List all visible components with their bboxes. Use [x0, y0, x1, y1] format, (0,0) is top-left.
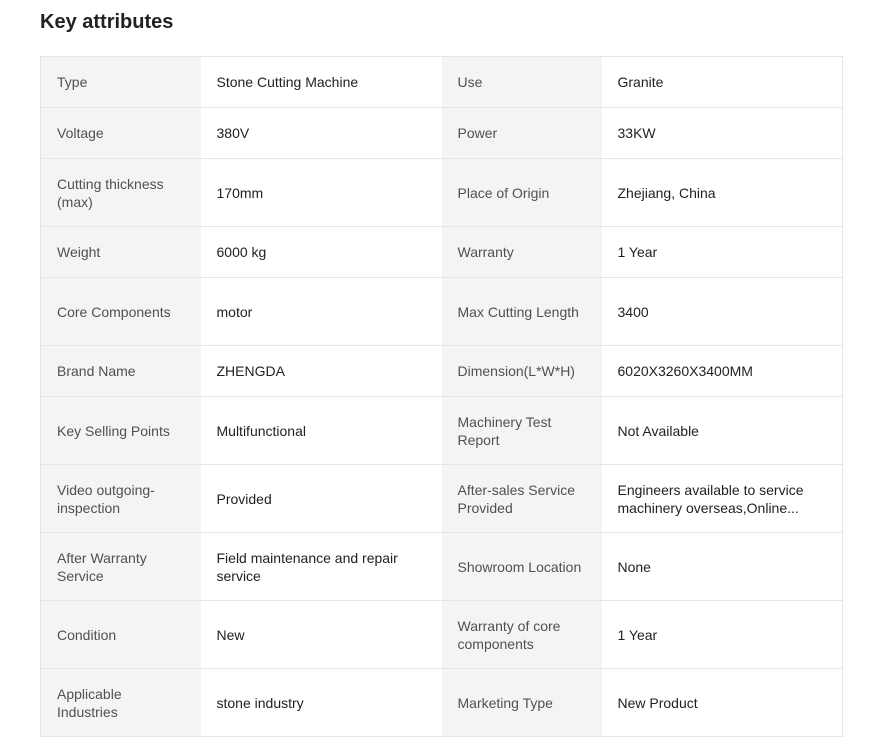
attribute-key: Applicable Industries [41, 669, 201, 737]
attribute-key: Core Components [41, 278, 201, 346]
attribute-value: 3400 [602, 278, 843, 346]
attribute-value: motor [201, 278, 442, 346]
attribute-value: Stone Cutting Machine [201, 57, 442, 108]
attribute-value: stone industry [201, 669, 442, 737]
table-row [41, 227, 843, 278]
attribute-key: Brand Name [41, 346, 201, 397]
attribute-value: None [602, 533, 843, 601]
attribute-value: 1 Year [602, 227, 843, 278]
table-row [41, 346, 843, 397]
attribute-value: 1 Year [602, 601, 843, 669]
attribute-key: Machinery Test Report [442, 397, 602, 465]
attribute-value: Granite [602, 57, 843, 108]
attribute-key: Power [442, 108, 602, 159]
table-row [41, 397, 843, 465]
attribute-key: Condition [41, 601, 201, 669]
table-row [41, 669, 843, 737]
attribute-key: Voltage [41, 108, 201, 159]
attribute-value: 380V [201, 108, 442, 159]
table-row [41, 159, 843, 227]
attribute-value: ZHENGDA [201, 346, 442, 397]
attribute-key: Cutting thickness (max) [41, 159, 201, 227]
attribute-value: New [201, 601, 442, 669]
table-row [41, 533, 843, 601]
table-row [41, 57, 843, 108]
attribute-key: After-sales Service Provided [442, 465, 602, 533]
attribute-value: 6000 kg [201, 227, 442, 278]
attribute-key: Type [41, 57, 201, 108]
table-row [41, 465, 843, 533]
attribute-key: Use [442, 57, 602, 108]
attribute-value: 33KW [602, 108, 843, 159]
table-row [41, 278, 843, 346]
attribute-value: Engineers available to service machinery overseas,Online... [602, 465, 843, 533]
attribute-key: Marketing Type [442, 669, 602, 737]
attribute-value: Multifunctional [201, 397, 442, 465]
attribute-key: Warranty of core components [442, 601, 602, 669]
section-title: Key attributes [40, 11, 174, 33]
attribute-key: Video outgoing-inspection [41, 465, 201, 533]
attribute-value: New Product [602, 669, 843, 737]
attribute-value: Field maintenance and repair service [201, 533, 442, 601]
attribute-key: Dimension(L*W*H) [442, 346, 602, 397]
attributes-table [40, 56, 843, 737]
attribute-value: 6020X3260X3400MM [602, 346, 843, 397]
attribute-key: Place of Origin [442, 159, 602, 227]
attribute-key: Weight [41, 227, 201, 278]
table-row [41, 108, 843, 159]
attribute-value: 170mm [201, 159, 442, 227]
attribute-key: After Warranty Service [41, 533, 201, 601]
attribute-key: Warranty [442, 227, 602, 278]
attribute-value: Not Available [602, 397, 843, 465]
attribute-key: Key Selling Points [41, 397, 201, 465]
attribute-value: Provided [201, 465, 442, 533]
attribute-value: Zhejiang, China [602, 159, 843, 227]
attribute-key: Showroom Location [442, 533, 602, 601]
attribute-key: Max Cutting Length [442, 278, 602, 346]
table-row [41, 601, 843, 669]
